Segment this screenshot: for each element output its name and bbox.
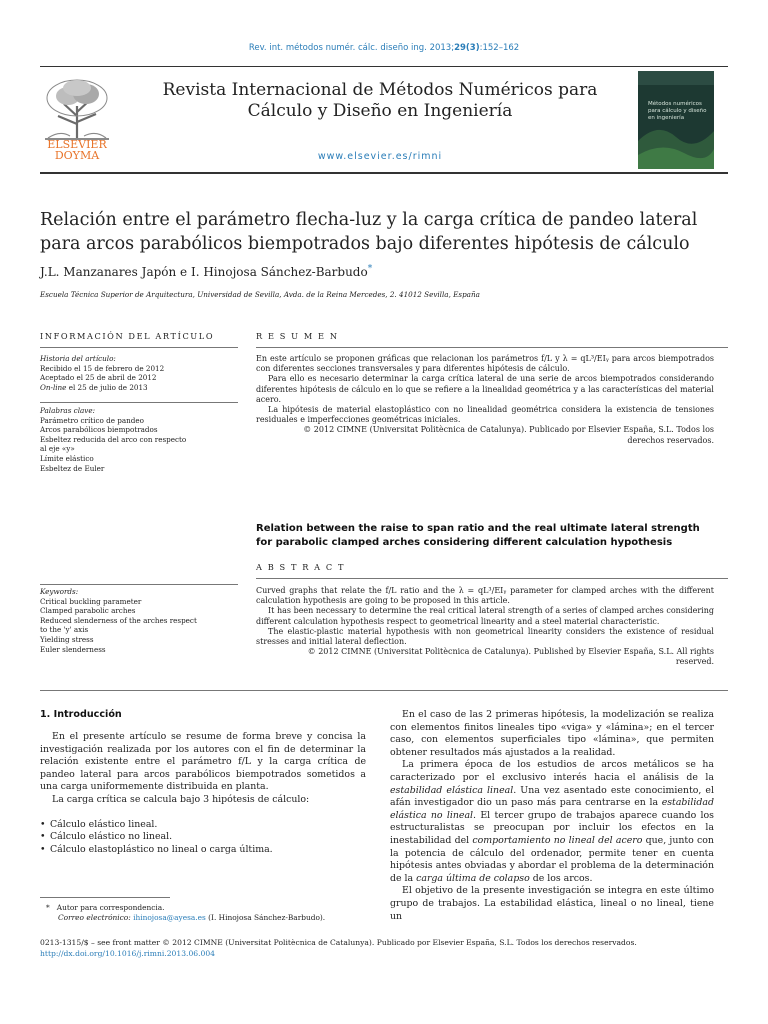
- keyword-es: al eje «y»: [40, 444, 75, 454]
- resumen-paragraph: En este artículo se proponen gráficas que relacionan los parámetros f/L y λ = qL³/EIᵧ para arcos biempotrados con diferentes secciones transversales y para diferentes hipótesis de cálculo.: [256, 354, 714, 374]
- journal-url-link[interactable]: www.elsevier.es/rimni: [317, 151, 443, 162]
- info-rule: [40, 347, 238, 348]
- keyword-en: Clamped parabolic arches: [40, 606, 136, 616]
- keyword-en: Yielding stress: [40, 634, 94, 644]
- article-title-line2: para arcos parabólicos biempotrados bajo diferentes hipótesis de cálculo: [40, 234, 690, 254]
- email-owner: (I. Hinojosa Sánchez-Barbudo).: [205, 913, 326, 922]
- hypothesis-item: • Cálculo elastoplástico no lineal o carga última.: [40, 844, 366, 857]
- received-date: Recibido el 15 de febrero de 2012: [40, 363, 165, 373]
- article-info-heading: INFORMACIÓN DEL ARTÍCULO: [40, 331, 215, 341]
- email-link[interactable]: ihinojosa@ayesa.es: [133, 913, 206, 922]
- keyword-es: Esbeltez de Euler: [40, 463, 105, 473]
- body-paragraph: El objetivo de la presente investigación se integra en este último grupo de trabajos. La estabilidad elástica, lineal o no lineal, tiene un: [390, 885, 714, 922]
- section-heading-introduccion: 1. Introducción: [40, 709, 122, 720]
- footnote-rule: [40, 897, 170, 898]
- doi-link[interactable]: http://dx.doi.org/10.1016/j.rimni.2013.06.004: [40, 949, 216, 958]
- header-bottom-rule: [40, 172, 728, 174]
- history-label: Historia del artículo:: [40, 354, 116, 363]
- emphasis: estabilidad elástica no lineal: [390, 797, 714, 821]
- body-paragraph: En el caso de las 2 primeras hipótesis, la modelización se realiza con elementos finitos lineales tipo «viga» y «lámina»; en el tercer caso, con elementos superficiales tipo «lámina», que permiten obtener resultados más ajustados a la realidad.: [390, 709, 714, 758]
- english-title-line1: Relation between the raise to span ratio and the real ultimate lateral strength: [256, 523, 700, 534]
- resumen-body: [256, 354, 714, 446]
- publisher-name-line2: DOYMA: [54, 149, 100, 162]
- keyword-en: Euler slenderness: [40, 644, 106, 654]
- journal-title-line2: Cálculo y Diseño en Ingeniería: [247, 101, 513, 121]
- citation-pages: :152–162: [479, 43, 520, 53]
- text-run: de los arcos.: [529, 872, 593, 884]
- journal-cover-image: [638, 71, 714, 169]
- article-title: [40, 208, 730, 256]
- abstract-copyright: © 2012 CIMNE (Universitat Politècnica de Catalunya). Published by Elsevier España, S.L. All rights: [307, 647, 714, 657]
- keywords-es-label: Palabras clave:: [40, 406, 96, 415]
- resumen-paragraph: La hipótesis de material elastoplástico con no linealidad geométrica considera la existencia de tensiones residuales e imperfecciones geométricas iniciales.: [256, 405, 714, 425]
- keywords-es: [40, 406, 240, 473]
- abstract-paragraph: Curved graphs that relate the f/L ratio and the λ = qL³/EIᵧ parameter for clamped arches with the different calculation hypothesis are going to be proposed in this article.: [256, 586, 714, 606]
- front-matter: [40, 937, 730, 959]
- body-paragraph: La carga crítica se calcula bajo 3 hipótesis de cálculo:: [52, 793, 310, 805]
- online-date: el 25 de julio de 2013: [66, 382, 148, 392]
- abstract-body: [256, 586, 714, 668]
- abstract-rule: [256, 578, 728, 579]
- article-history: [40, 354, 240, 392]
- elsevier-logo: [40, 76, 114, 164]
- abstract-paragraph: It has been necessary to determine the real critical lateral strength of a series of clamped arches considering different calculation hypothesis respect to geometrical linearity and a steel material characteristic.: [256, 606, 714, 626]
- publisher-name-line1: ELSEVIER: [47, 138, 107, 151]
- body-paragraph: En el presente artículo se resume de forma breve y concisa la investigación realizada por los autores con el fin de determinar la relación existente entre el parámetro f/L y la carga crítica de pandeo lateral para arcos parabólicos biempotrados sometidos a una carga uniformemente distribuida en planta.: [40, 731, 366, 793]
- text-run: . El tercer grupo de trabajos aparece cuando los estructuralistas se preocupan por incluir los efectos en la inestabilidad del: [390, 809, 714, 846]
- history-rule: [40, 402, 238, 403]
- abstract-bottom-rule: [40, 690, 728, 691]
- keyword-es: Esbeltez reducida del arco con respecto: [40, 434, 187, 444]
- keyword-es: Límite elástico: [40, 453, 94, 463]
- resumen-copyright: © 2012 CIMNE (Universitat Politècnica de Catalunya). Publicado por Elsevier España, S.L. Todos los: [303, 425, 714, 435]
- online-label: On-line: [40, 382, 67, 392]
- keywords-en-rule: [40, 584, 238, 585]
- body-left-column: [40, 731, 366, 856]
- keywords-en-label: Keywords:: [40, 587, 79, 596]
- issn-line: 0213-1315/$ – see front matter © 2012 CIMNE (Universitat Politècnica de Catalunya). Publicado por Elsevier España, S.L. Todos los derechos reservados.: [40, 938, 637, 947]
- journal-title-line1: Revista Internacional de Métodos Numéricos para: [162, 80, 598, 100]
- keyword-es: Parámetro crítico de pandeo: [40, 415, 144, 425]
- text-run: La primera época de los estudios de arcos metálicos se ha caracterizado por el exclusivo interés hacia el análisis de la: [390, 759, 714, 783]
- hypothesis-list: [40, 819, 366, 857]
- footnote-mark: *: [46, 903, 50, 912]
- emphasis: carga última de colapso: [416, 872, 530, 884]
- hypothesis-item: • Cálculo elástico no lineal.: [40, 831, 366, 844]
- keyword-en: Reduced slenderness of the arches respect: [40, 615, 197, 625]
- emphasis: estabilidad elástica lineal: [390, 784, 514, 796]
- footnote-text: Autor para correspondencia.: [56, 903, 165, 912]
- citation-volume: 29: [454, 43, 466, 53]
- keywords-en: [40, 587, 240, 654]
- text-run: . Una vez asentado este conocimiento, el afán investigador dio un paso más para centrarse en la: [390, 784, 714, 809]
- resumen-heading: R E S U M E N: [256, 331, 339, 341]
- keyword-es: Arcos parabólicos biempotrados: [40, 425, 158, 435]
- body-paragraph: [390, 759, 714, 885]
- resumen-rule: [256, 347, 728, 348]
- text-run: que, junto con la potencia de cálculo del ordenador, permite tener en cuenta hipótesis antes obviadas y abordar el problema de la determinación de la: [390, 834, 714, 884]
- body-right-column: [390, 709, 714, 923]
- hypothesis-item: • Cálculo elástico lineal.: [40, 819, 366, 832]
- authors: [40, 264, 730, 279]
- author-names: J.L. Manzanares Japón e I. Hinojosa Sánchez-Barbudo: [40, 265, 368, 279]
- citation-line[interactable]: [0, 43, 768, 53]
- journal-title: [150, 80, 610, 122]
- resumen-copyright-rest: derechos reservados.: [627, 435, 714, 445]
- abstract-copyright-rest: reserved.: [675, 657, 714, 667]
- keyword-en: Critical buckling parameter: [40, 596, 142, 606]
- emphasis: comportamiento no lineal del acero: [472, 834, 643, 846]
- citation-prefix: Rev. int. métodos numér. cálc. diseño ing. 2013;: [248, 43, 455, 53]
- accepted-date: Aceptado el 25 de abril de 2012: [40, 373, 157, 383]
- resumen-paragraph: Para ello es necesario determinar la carga crítica lateral de una serie de arcos biempotrados considerando diferentes hipótesis de cálculo en lo que se refiere a la linealidad geométrica y a las características del material acero.: [256, 374, 714, 404]
- email-label: Correo electrónico:: [58, 913, 131, 922]
- citation-issue: (3): [465, 43, 480, 53]
- header-top-rule: [40, 66, 728, 67]
- cover-title: Métodos numéricos para cálculo y diseño en ingeniería: [648, 101, 707, 121]
- english-title-line2: for parabolic clamped arches considering different calculation hypothesis: [256, 536, 673, 548]
- article-title-line1: Relación entre el parámetro flecha-luz y la carga crítica de pandeo lateral: [40, 210, 698, 230]
- footnote: [40, 903, 370, 923]
- abstract-paragraph: The elastic-plastic material hypothesis with non geometrical linearity considers the existence of residual stresses and initial lateral deflection.: [256, 626, 714, 647]
- abstract-heading: A B S T R A C T: [256, 562, 346, 572]
- affiliation: Escuela Técnica Superior de Arquitectura, Universidad de Sevilla, Avda. de la Reina Mercedes, 2. 41012 Sevilla, España: [40, 290, 480, 299]
- english-title: [256, 522, 726, 549]
- keyword-en: to the 'y' axis: [40, 625, 89, 635]
- corresponding-author-mark[interactable]: *: [367, 264, 373, 274]
